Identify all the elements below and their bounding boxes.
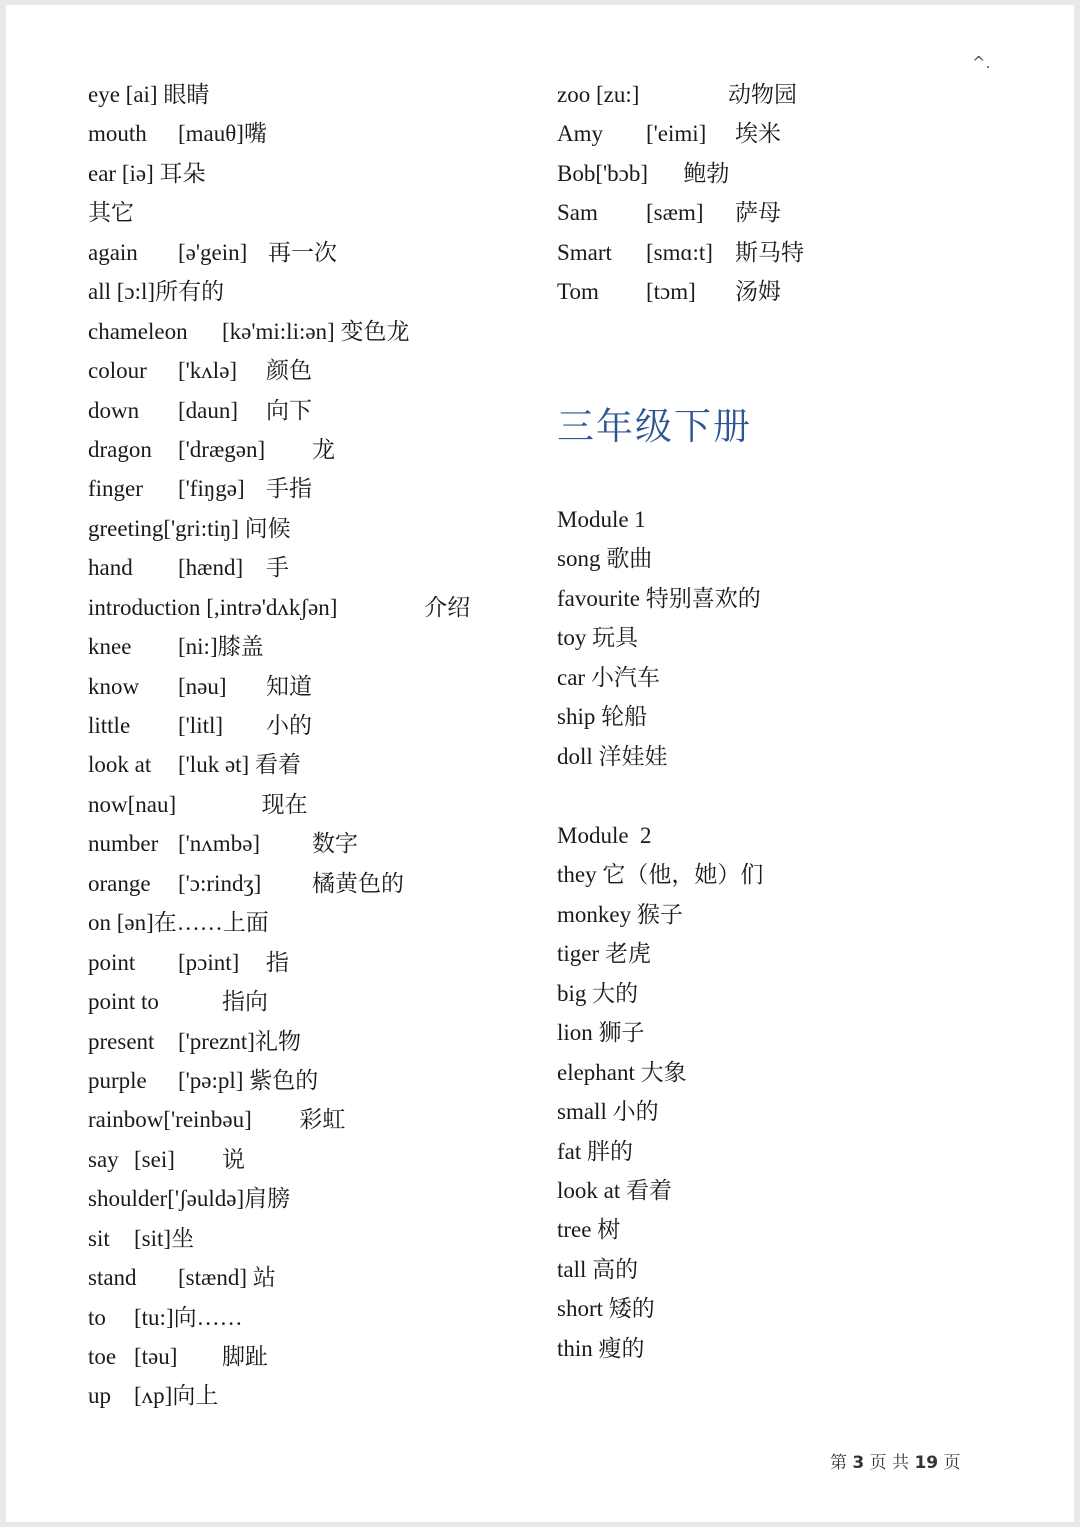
vocab-word: zoo — [557, 82, 591, 107]
vocab-meaning: 歌曲 — [606, 546, 653, 572]
vocab-phonetic: [ʌp] — [134, 1383, 173, 1409]
vocab-word: now — [88, 791, 128, 817]
vocab-row — [88, 667, 470, 706]
footer-suffix: 页 — [943, 1453, 961, 1473]
vocab-row — [557, 855, 763, 894]
vocab-meaning: 指 — [266, 949, 289, 975]
vocab-row — [88, 1376, 470, 1415]
vocab-row — [557, 1092, 763, 1131]
vocab-word: stand — [88, 1265, 137, 1291]
module-2-list — [557, 816, 763, 1368]
vocab-word: to — [88, 1304, 106, 1330]
vocab-meaning: 手指 — [266, 476, 312, 502]
vocab-meaning: 小汽车 — [590, 664, 660, 690]
vocab-word: short — [557, 1296, 603, 1322]
left-word-column — [88, 75, 470, 1416]
vocab-word: know — [88, 673, 140, 699]
vocab-word: knee — [88, 634, 132, 660]
vocab-phonetic: ['luk ət] — [178, 752, 250, 778]
vocab-row — [88, 903, 470, 942]
vocab-word: ear — [88, 160, 117, 186]
vocab-phonetic: [daun] — [178, 397, 239, 423]
vocab-row — [88, 943, 470, 982]
vocab-meaning: 向上 — [172, 1383, 219, 1409]
vocab-row — [88, 824, 470, 863]
vocab-phonetic: ['kʌlə] — [178, 358, 238, 384]
vocab-phonetic: [sit] — [134, 1225, 172, 1251]
vocab-meaning: 变色龙 — [340, 318, 410, 344]
vocab-row — [88, 272, 470, 311]
vocab-word: on — [88, 910, 111, 936]
vocab-word: hand — [88, 555, 133, 581]
vocab-row — [88, 982, 470, 1021]
vocab-row — [88, 627, 470, 666]
vocab-word: purple — [88, 1067, 147, 1093]
vocab-word: mouth — [88, 121, 147, 147]
vocab-row — [88, 1219, 470, 1258]
vocab-phonetic: [smɑ:t] — [646, 239, 713, 265]
vocab-phonetic: [zu:] — [595, 82, 640, 107]
vocab-word: tall — [557, 1256, 587, 1282]
vocab-row — [557, 1132, 763, 1171]
vocab-phonetic: ['litl] — [178, 713, 224, 738]
vocab-word: Smart — [557, 239, 612, 265]
vocab-row — [88, 509, 470, 548]
vocab-row — [88, 469, 470, 508]
vocab-row — [557, 1289, 763, 1328]
vocab-phonetic: [mauθ] — [178, 121, 244, 147]
vocab-word: elephant — [557, 1059, 635, 1085]
page-footer — [830, 1448, 961, 1473]
vocab-word: thin — [557, 1335, 593, 1361]
vocab-row — [557, 154, 804, 193]
vocab-row — [88, 233, 470, 272]
vocab-row — [557, 1329, 763, 1368]
vocab-phonetic: [ai] — [125, 82, 158, 107]
vocab-word: point to — [88, 989, 159, 1015]
vocab-word: favourite — [557, 585, 641, 611]
vocab-phonetic: ['ɔ:rindʒ] — [178, 870, 262, 896]
vocab-row — [557, 658, 761, 697]
vocab-word: introduction — [88, 594, 201, 620]
vocab-word: orange — [88, 870, 151, 896]
vocab-row — [557, 895, 763, 934]
vocab-word: Bob — [557, 160, 596, 186]
vocab-meaning: 龙 — [312, 436, 335, 462]
vocab-phonetic: ['reinbəu] — [163, 1107, 252, 1133]
vocab-word: finger — [88, 476, 143, 502]
vocab-row — [88, 785, 470, 824]
vocab-row — [88, 312, 470, 351]
module-title: Module 2 — [557, 823, 652, 848]
vocab-word: shoulder — [88, 1186, 168, 1212]
vocab-word: fat — [557, 1138, 582, 1164]
vocab-phonetic: ['eimi] — [646, 121, 707, 147]
vocab-row — [557, 193, 804, 232]
vocab-meaning: 猴子 — [636, 901, 683, 927]
vocab-word: toy — [557, 625, 587, 651]
vocab-phonetic: [sæm] — [646, 200, 704, 226]
vocab-meaning: 小的 — [612, 1099, 659, 1125]
vocab-meaning: 小的 — [266, 713, 312, 738]
vocab-meaning: 向下 — [266, 397, 312, 423]
vocab-meaning: 问候 — [244, 515, 291, 541]
vocab-row — [557, 272, 804, 311]
vocab-row — [88, 430, 470, 469]
vocab-row — [88, 1298, 470, 1337]
vocab-meaning: 大象 — [640, 1059, 687, 1085]
vocab-meaning: 看着 — [626, 1177, 672, 1203]
vocab-meaning: 动物园 — [727, 82, 797, 107]
vocab-word: colour — [88, 358, 147, 384]
vocab-meaning: 轮船 — [601, 704, 648, 730]
vocab-phonetic: [ni:] — [178, 634, 218, 660]
vocab-row — [557, 618, 761, 657]
vocab-word: car — [557, 664, 586, 690]
vocab-row — [88, 351, 470, 390]
vocab-meaning: 瘦的 — [598, 1335, 645, 1361]
vocab-word: present — [88, 1028, 155, 1054]
vocab-meaning: 现在 — [261, 791, 308, 817]
vocab-meaning: 手 — [266, 555, 289, 581]
vocab-row — [557, 1171, 763, 1210]
vocab-row — [88, 154, 470, 193]
vocab-row — [88, 1179, 470, 1218]
vocab-meaning: 胖的 — [587, 1138, 634, 1164]
vocab-meaning: 树 — [597, 1217, 621, 1243]
vocab-phonetic: ['fiŋgə] — [178, 476, 245, 502]
vocab-row — [88, 745, 470, 784]
vocab-meaning: 特别喜欢的 — [645, 585, 761, 611]
vocab-meaning: 颜色 — [266, 358, 312, 384]
right-word-column — [557, 75, 804, 312]
vocab-phonetic: [pɔint] — [178, 949, 240, 975]
vocab-row — [557, 1053, 763, 1092]
vocab-phonetic: [ɔ:l] — [116, 279, 156, 305]
vocab-meaning: 指向 — [222, 989, 268, 1015]
vocab-word: look at — [557, 1177, 621, 1203]
vocab-phonetic: [sei] — [134, 1146, 175, 1172]
vocab-word: Tom — [557, 279, 599, 305]
vocab-word: Amy — [557, 121, 603, 147]
vocab-phonetic: [təu] — [134, 1344, 178, 1369]
vocab-row — [557, 1250, 763, 1289]
vocab-row — [88, 114, 470, 153]
vocab-meaning: 坐 — [171, 1225, 195, 1251]
vocab-meaning: 说 — [222, 1146, 245, 1172]
vocab-meaning: 洋娃娃 — [598, 743, 668, 769]
vocab-phonetic: ['pə:pl] — [178, 1067, 244, 1093]
vocab-meaning: 斯马特 — [735, 239, 804, 265]
vocab-word: Sam — [557, 200, 598, 226]
vocab-meaning: 埃米 — [735, 121, 781, 147]
vocab-word: down — [88, 397, 140, 423]
vocab-row — [557, 539, 761, 578]
vocab-word: eye — [88, 82, 120, 107]
vocab-phonetic: ['preznt] — [178, 1028, 255, 1054]
vocab-phonetic: ['bɔb] — [595, 160, 649, 186]
vocab-row — [88, 1140, 470, 1179]
vocab-row — [557, 1210, 763, 1249]
vocab-word: number — [88, 831, 159, 857]
module-title: Module 1 — [557, 507, 646, 532]
vocab-phonetic: [hænd] — [178, 555, 244, 581]
vocab-meaning: 紫色的 — [249, 1067, 319, 1093]
section-label — [88, 193, 470, 232]
vocab-meaning: 向…… — [173, 1304, 243, 1330]
vocab-word: big — [557, 980, 587, 1006]
vocab-word: up — [88, 1383, 111, 1409]
vocab-word: point — [88, 949, 136, 975]
vocab-word: monkey — [557, 901, 632, 927]
vocab-meaning: 在……上面 — [153, 910, 269, 936]
vocab-row — [557, 233, 804, 272]
vocab-meaning: 彩虹 — [299, 1107, 346, 1133]
vocab-row — [88, 75, 470, 114]
vocab-phonetic: [nəu] — [178, 673, 227, 699]
vocab-row — [88, 548, 470, 587]
vocab-word: little — [88, 713, 131, 738]
vocab-word: doll — [557, 743, 593, 769]
footer-middle: 页 共 — [869, 1453, 910, 1473]
vocab-row — [557, 737, 761, 776]
vocab-meaning: 脚趾 — [222, 1344, 268, 1369]
vocab-meaning: 站 — [252, 1265, 276, 1291]
vocab-row — [88, 1022, 470, 1061]
vocab-row — [557, 75, 804, 114]
vocab-meaning: 狮子 — [598, 1020, 645, 1046]
vocab-phonetic: ['ʃəuldə] — [167, 1186, 245, 1212]
vocab-row — [88, 1258, 470, 1297]
vocab-word: look at — [88, 752, 152, 778]
section-heading: 三年级下册 — [557, 405, 752, 448]
total-pages-number: 19 — [914, 1453, 939, 1473]
vocab-meaning: 玩具 — [592, 625, 639, 651]
vocab-word: chameleon — [88, 318, 188, 344]
vocab-word: greeting — [88, 515, 164, 541]
vocab-meaning: 矮的 — [608, 1296, 655, 1322]
vocab-word: rainbow — [88, 1107, 164, 1133]
vocab-meaning: 看着 — [254, 752, 301, 778]
vocab-row — [88, 706, 470, 745]
module-1-list — [557, 500, 761, 776]
vocab-row — [88, 391, 470, 430]
vocab-phonetic: [tu:] — [134, 1304, 174, 1330]
vocab-word: tiger — [557, 941, 600, 967]
vocab-word: dragon — [88, 436, 152, 462]
vocab-word: say — [88, 1146, 119, 1172]
current-page-number: 3 — [852, 1453, 865, 1473]
vocab-row — [557, 974, 763, 1013]
footer-prefix: 第 — [830, 1453, 847, 1473]
vocab-phonetic: [nau] — [127, 791, 177, 817]
vocab-meaning: 肩膀 — [244, 1186, 291, 1212]
vocab-word: all — [88, 279, 111, 305]
vocab-meaning: 老虎 — [604, 941, 651, 967]
vocab-meaning: 汤姆 — [735, 279, 781, 305]
vocab-word: ship — [557, 704, 596, 730]
vocab-meaning: 耳朵 — [159, 160, 206, 186]
vocab-phonetic: [kə'mi:li:ən] — [222, 318, 335, 344]
vocab-phonetic: [ən] — [116, 910, 154, 936]
vocab-word: small — [557, 1099, 607, 1125]
vocab-word: toe — [88, 1344, 117, 1369]
vocab-word: tree — [557, 1217, 592, 1243]
vocab-meaning: 所有的 — [155, 279, 225, 305]
vocab-word: sit — [88, 1225, 110, 1251]
vocab-meaning: 嘴 — [243, 121, 267, 147]
vocab-row — [557, 697, 761, 736]
vocab-row — [88, 588, 470, 627]
vocab-phonetic: ['drægən] — [178, 436, 266, 462]
vocab-phonetic: [iə] — [121, 160, 154, 186]
vocab-meaning: 它（他，她）们 — [602, 862, 764, 888]
vocab-row — [557, 579, 761, 618]
corner-mark: ^. — [972, 53, 991, 72]
vocab-phonetic: ['gri:tiŋ] — [163, 515, 239, 541]
vocab-meaning: 高的 — [592, 1256, 639, 1282]
vocab-meaning: 数字 — [312, 831, 358, 857]
vocab-meaning: 介绍 — [424, 594, 471, 620]
vocab-row — [557, 934, 763, 973]
vocab-word: song — [557, 546, 601, 572]
vocab-row — [88, 864, 470, 903]
vocab-phonetic: [tɔm] — [646, 279, 696, 305]
vocab-word: 其它 — [88, 200, 134, 226]
vocab-meaning: 膝盖 — [217, 634, 264, 660]
vocab-row — [88, 1100, 470, 1139]
vocab-meaning: 橘黄色的 — [312, 870, 404, 896]
vocab-meaning: 知道 — [266, 673, 312, 699]
vocab-row — [88, 1061, 470, 1100]
vocab-row — [88, 1337, 470, 1376]
vocab-phonetic: [stænd] — [178, 1265, 247, 1291]
vocab-meaning: 鲍勃 — [683, 160, 730, 186]
vocab-word: again — [88, 239, 138, 265]
vocab-meaning: 大的 — [592, 980, 639, 1006]
vocab-phonetic: [,intrə'dʌkʃən] — [206, 594, 338, 620]
vocab-row — [557, 114, 804, 153]
vocab-meaning: 再一次 — [268, 239, 337, 265]
vocab-phonetic: ['nʌmbə] — [178, 831, 261, 857]
vocab-meaning: 萨母 — [735, 200, 781, 226]
vocab-word: they — [557, 862, 597, 888]
vocab-phonetic: [ə'gein] — [178, 239, 248, 265]
vocab-meaning: 眼睛 — [163, 82, 210, 107]
vocab-meaning: 礼物 — [254, 1028, 301, 1054]
vocab-word: lion — [557, 1020, 593, 1046]
vocab-row — [557, 1013, 763, 1052]
